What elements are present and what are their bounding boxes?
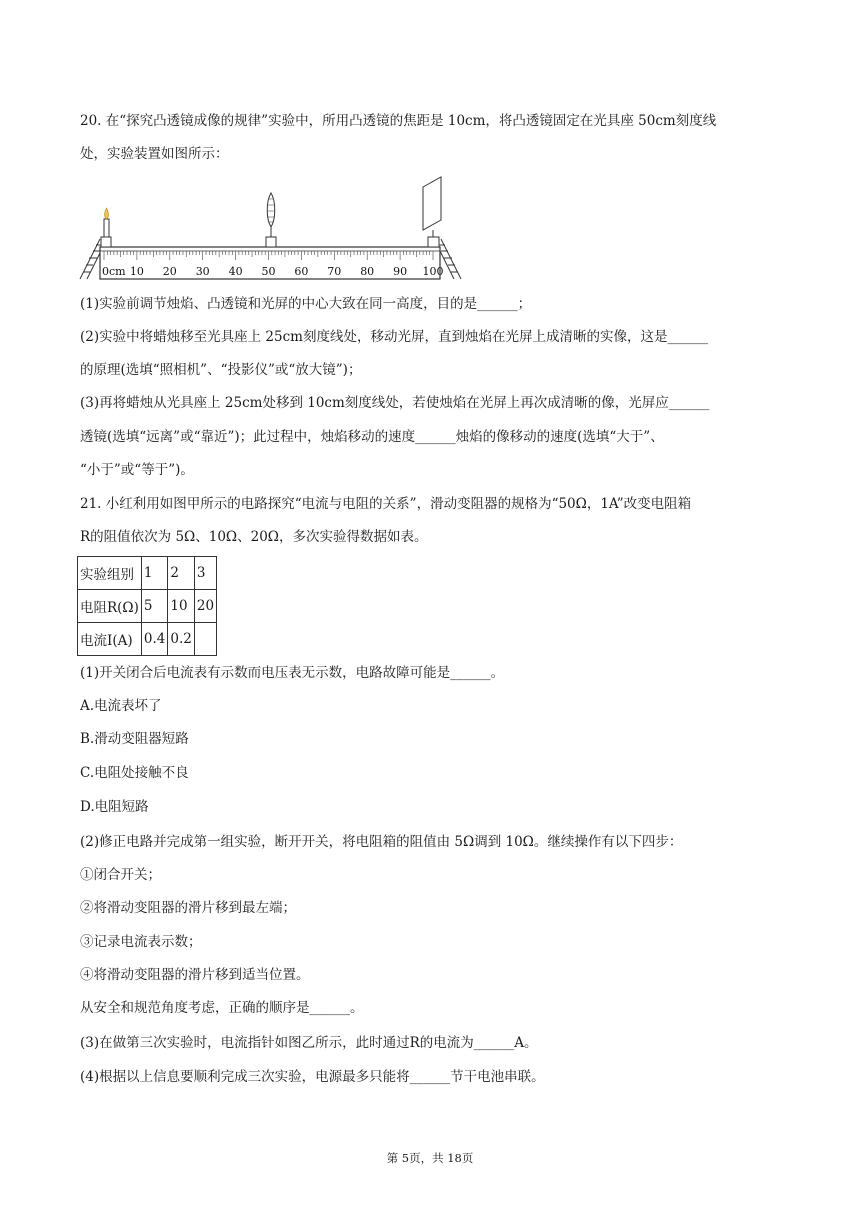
candle-flame (105, 208, 109, 219)
ruler-label: 10 (129, 265, 144, 278)
ruler-label: 80 (360, 265, 375, 278)
q21-part4: (4)根据以上信息要顺利完成三次实验，电源最多只能将______节干电池串联。 (80, 1069, 545, 1085)
table-cell (194, 623, 216, 656)
screen-holder (428, 237, 439, 247)
q21-step-3: ③记录电流表示数； (80, 934, 202, 950)
q21-step-4: ④将滑动变阻器的滑片移到适当位置。 (80, 967, 310, 983)
table-cell: 电流I(A) (78, 623, 142, 656)
table-row (78, 557, 217, 590)
q21-step-2: ②将滑动变阻器的滑片移到最左端； (80, 900, 296, 916)
q21-part1: (1)开关闭合后电流表有示数而电压表无示数，电路故障可能是______。 (80, 665, 505, 681)
q21-step-1: ①闭合开关； (80, 867, 161, 883)
q21-part2-answer: 从安全和规范角度考虑，正确的顺序是______。 (80, 1000, 364, 1016)
table-cell: 1 (141, 557, 167, 590)
q21-part2: (2)修正电路并完成第一组实验，断开开关，将电阻箱的阻值由 5Ω调到 10Ω。继续操作有以下四步： (80, 834, 683, 850)
table-cell: 0.4 (141, 623, 167, 656)
optical-bench-figure (78, 175, 463, 285)
q20-part3-line1: (3)再将蜡烛从光具座上 25cm处移到 10cm刻度线处，若使烛焰在光屏上再次成清晰的像，光屏应______ (80, 395, 710, 411)
table-row (78, 623, 217, 656)
table-cell: 3 (194, 557, 216, 590)
q21-option-b: B.滑动变阻器短路 (80, 731, 189, 747)
table-cell: 5 (141, 590, 167, 623)
ruler-label: 60 (294, 265, 309, 278)
ruler-label: 0cm (102, 265, 126, 278)
light-screen (423, 177, 441, 230)
q21-part3: (3)在做第三次实验时，电流指针如图乙所示，此时通过R的电流为______A。 (80, 1035, 538, 1051)
q20-part2-line1: (2)实验中将蜡烛移至光具座上 25cm刻度线处，移动光屏，直到烛焰在光屏上成清晰的实像，这是______ (80, 329, 708, 345)
lens-holder (266, 237, 276, 247)
table-row (78, 590, 217, 623)
ruler-label: 100 (422, 265, 444, 278)
table-cell: 10 (168, 590, 194, 623)
q20-stem-line2: 处，实验装置如图所示： (80, 146, 229, 162)
q20-part3-line3: “小于”或“等于”)。 (80, 462, 194, 478)
q21-option-d: D.电阻短路 (80, 799, 149, 815)
ruler-label: 40 (228, 265, 243, 278)
ruler-label: 90 (393, 265, 408, 278)
candle-holder (101, 237, 111, 247)
q21-option-c: C.电阻处接触不良 (80, 765, 189, 781)
q20-part2-line2: 的原理(选填“照相机”、“投影仪”或“放大镜”)； (80, 362, 362, 378)
ruler-label: 70 (327, 265, 342, 278)
candle (104, 219, 109, 237)
q21-stem-line1: 21. 小红利用如图甲所示的电路探究“电流与电阻的关系”，滑动变阻器的规格为“50Ω，1A”改变电阻箱 (80, 496, 692, 512)
q20-part1: (1)实验前调节烛焰、凸透镜和光屏的中心大致在同一高度，目的是______； (80, 296, 532, 312)
table-cell: 实验组别 (78, 557, 142, 590)
table-cell: 电阻R(Ω) (78, 590, 142, 623)
ruler-label: 50 (261, 265, 276, 278)
q20-part3-line2: 透镜(选填“远离”或“靠近”)；此过程中，烛焰移动的速度______烛焰的像移动的速度(选填“大于”、 (80, 429, 664, 445)
q21-stem-line2: R的阻值依次为 5Ω、10Ω、20Ω，多次实验得数据如表。 (80, 529, 428, 545)
table-cell: 20 (194, 590, 216, 623)
table-cell: 0.2 (168, 623, 194, 656)
page-footer: 第 5页，共 18页 (386, 1151, 474, 1165)
q20-stem-line1: 20. 在“探究凸透镜成像的规律”实验中，所用凸透镜的焦距是 10cm，将凸透镜固定在光具座 50cm刻度线 (80, 113, 717, 129)
q21-option-a: A.电流表坏了 (80, 698, 162, 714)
table-cell: 2 (168, 557, 194, 590)
data-table (77, 556, 217, 656)
ruler-label: 20 (162, 265, 177, 278)
ruler-label: 30 (195, 265, 210, 278)
